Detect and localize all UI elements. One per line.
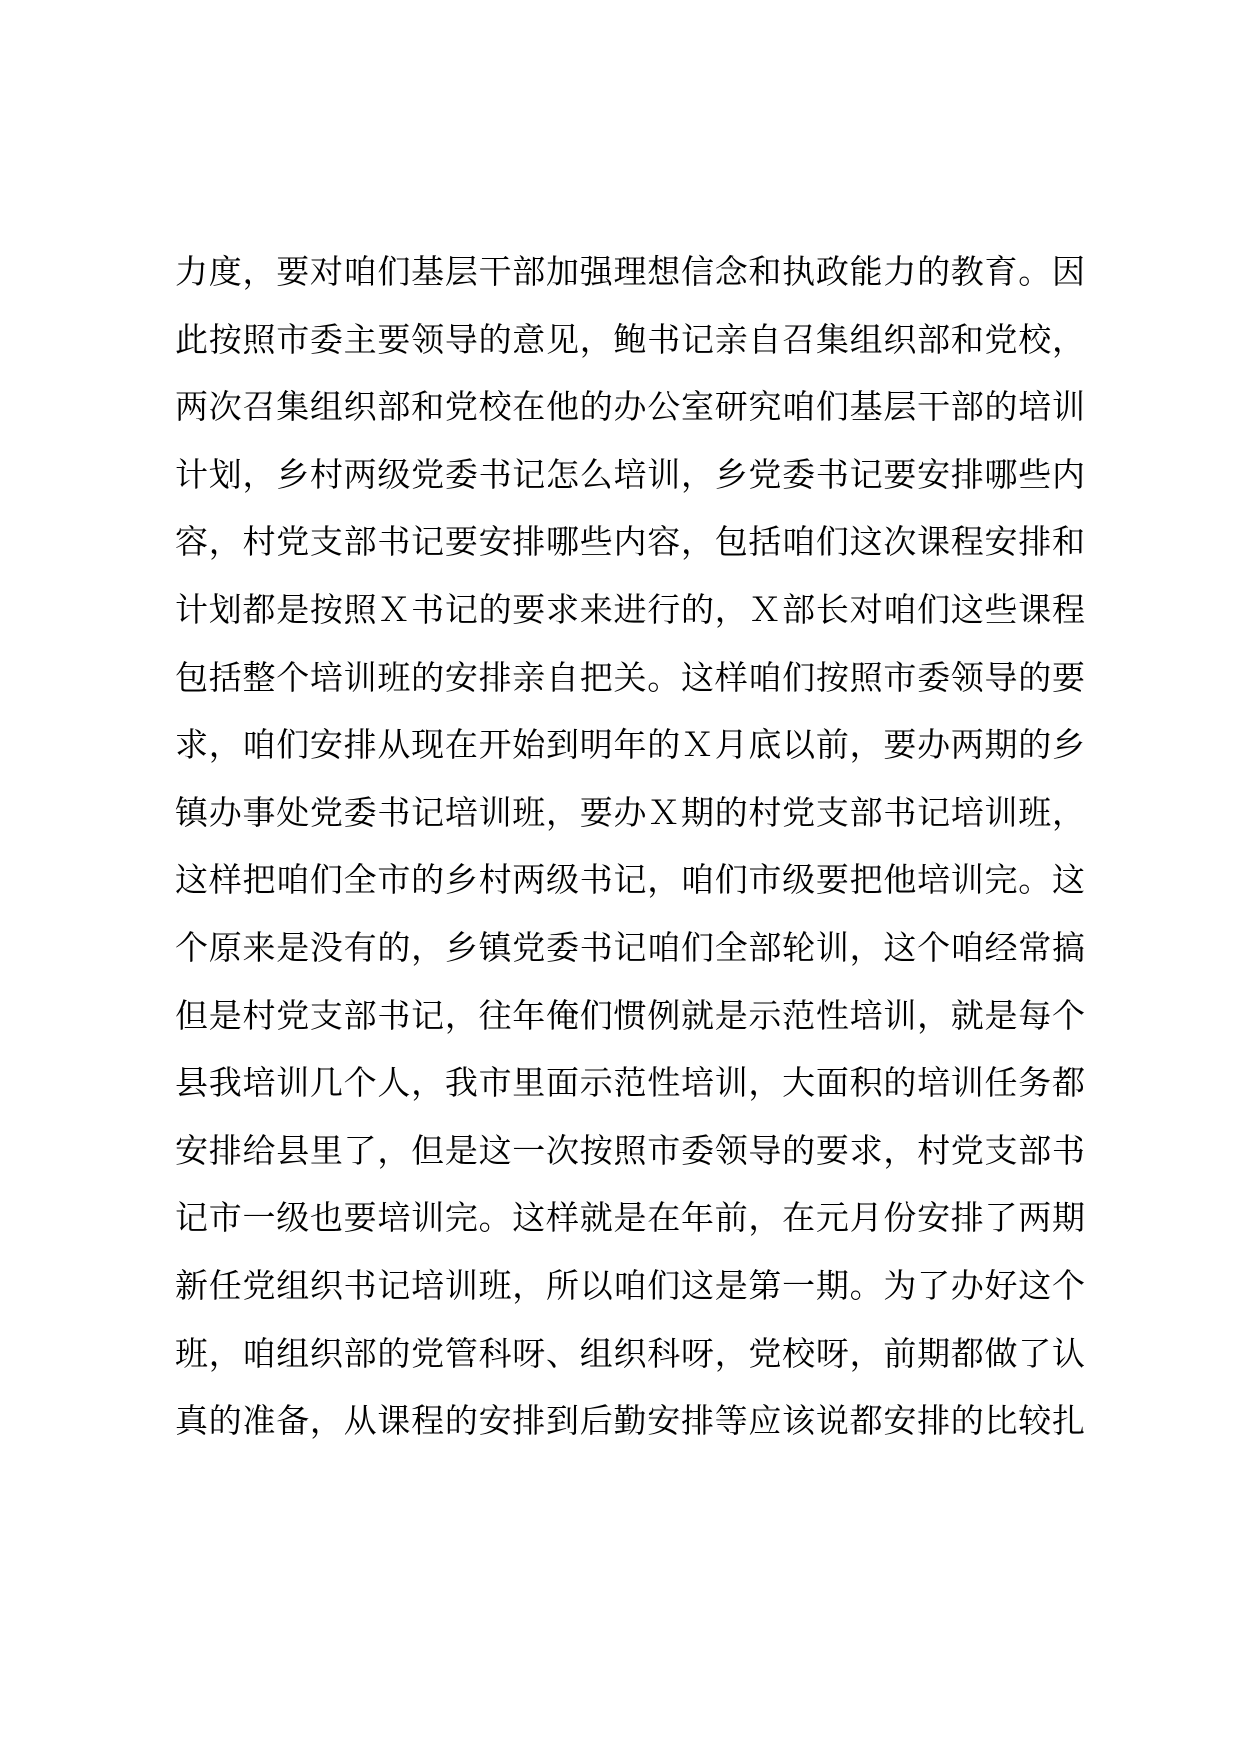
- text-line: 但是村党支部书记，往年俺们惯例就是示范性培训，就是每个: [175, 995, 1085, 1035]
- text-line: 容，村党支部书记要安排哪些内容，包括咱们这次课程安排和: [175, 522, 1085, 562]
- text-line: 镇办事处党委书记培训班，要办Ｘ期的村党支部书记培训班，: [175, 792, 1085, 832]
- text-line: 计划，乡村两级党委书记怎么培训，乡党委书记要安排哪些内: [175, 454, 1085, 494]
- text-line: 求，咱们安排从现在开始到明年的Ｘ月底以前，要办两期的乡: [175, 725, 1085, 765]
- text-line: 这样把咱们全市的乡村两级书记，咱们市级要把他培训完。这: [175, 860, 1085, 900]
- text-line: 个原来是没有的，乡镇党委书记咱们全部轮训，这个咱经常搞: [175, 927, 1085, 967]
- text-line: 包括整个培训班的安排亲自把关。这样咱们按照市委领导的要: [175, 657, 1085, 697]
- text-line: 县我培训几个人，我市里面示范性培训，大面积的培训任务都: [175, 1063, 1085, 1103]
- text-line: 安排给县里了，但是这一次按照市委领导的要求，村党支部书: [175, 1130, 1085, 1170]
- text-line: 力度，要对咱们基层干部加强理想信念和执政能力的教育。因: [175, 252, 1085, 291]
- text-line: 真的准备，从课程的安排到后勤安排等应该说都安排的比较扎: [175, 1401, 1085, 1441]
- text-line: 新任党组织书记培训班，所以咱们这是第一期。为了办好这个: [175, 1265, 1085, 1305]
- text-line: 班，咱组织部的党管科呀、组织科呀，党校呀，前期都做了认: [175, 1333, 1085, 1373]
- text-line: 两次召集组织部和党校在他的办公室研究咱们基层干部的培训: [175, 387, 1085, 427]
- body-paragraph: [175, 238, 1085, 1455]
- text-line: 记市一级也要培训完。这样就是在年前，在元月份安排了两期: [175, 1198, 1085, 1238]
- text-line: 此按照市委主要领导的意见，鲍书记亲自召集组织部和党校，: [175, 319, 1085, 359]
- text-line: 计划都是按照Ｘ书记的要求来进行的，Ｘ部长对咱们这些课程: [175, 589, 1085, 629]
